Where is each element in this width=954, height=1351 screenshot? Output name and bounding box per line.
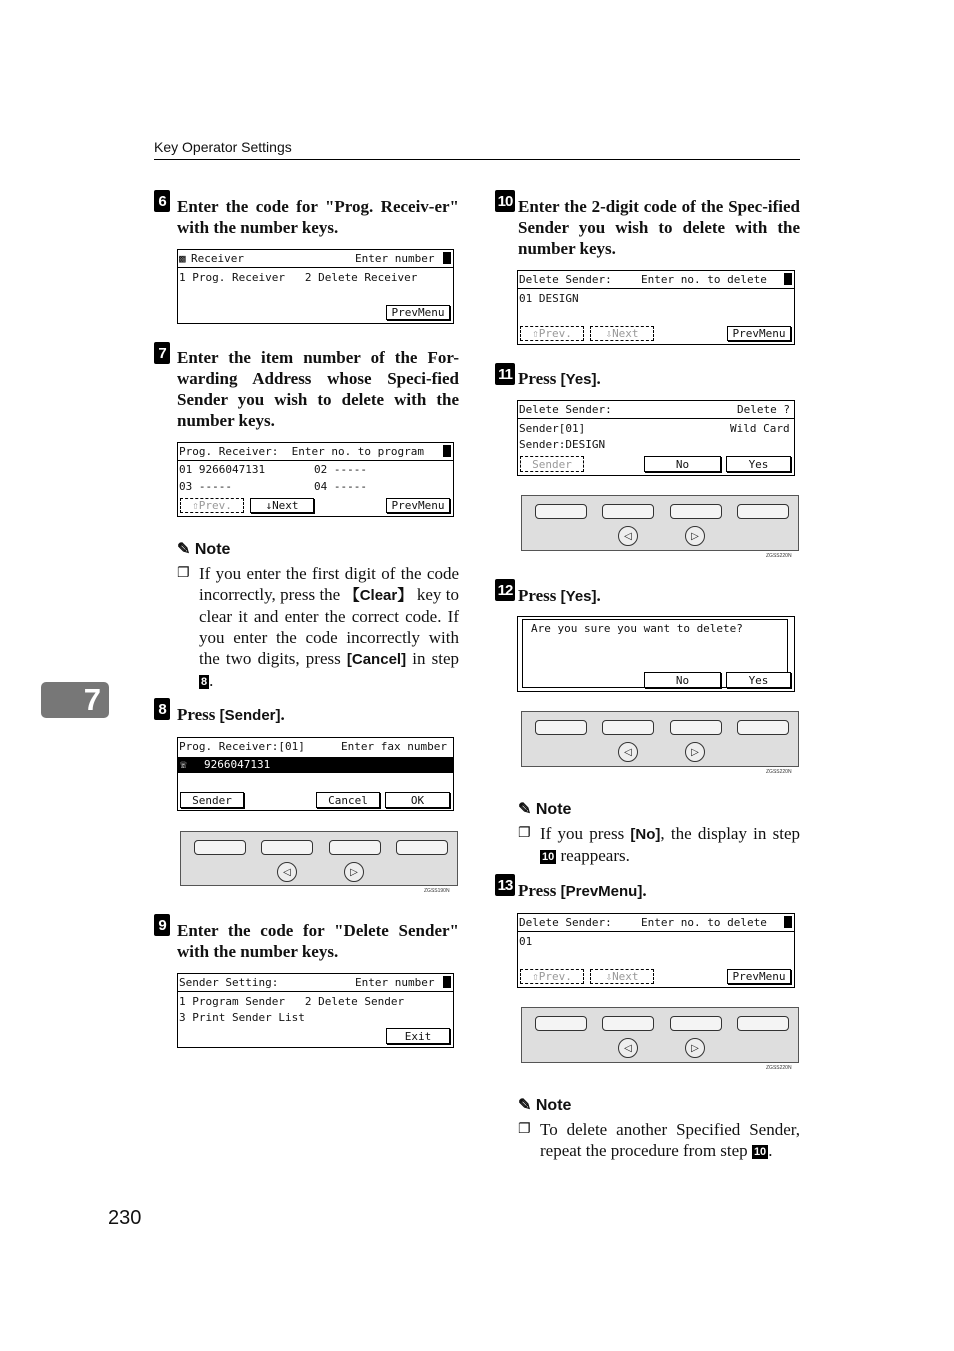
cursor-block <box>784 916 792 928</box>
step-11-text: Press [Yes]. <box>518 369 601 388</box>
lcd-step-11 <box>517 400 795 476</box>
left-arrow-icon[interactable]: ◁ <box>277 862 297 882</box>
lcd-13-prompt: Enter no. to delete <box>641 916 767 929</box>
left-arrow-icon[interactable]: ◁ <box>618 526 638 546</box>
pencil-icon: ✎ <box>177 541 191 558</box>
function-key-2[interactable] <box>602 504 654 519</box>
step-7-text: Enter the item number of the For-warding Address whose Speci-fied Sender you wish to delete with the number keys. <box>177 348 459 430</box>
step-12-text: Press [Yes]. <box>518 586 601 605</box>
lcd-13-entry: 01 <box>519 935 533 948</box>
step-12-number: 12 <box>495 579 515 601</box>
lcd-9-menu-1: 1 Program Sender 2 Delete Sender <box>179 995 405 1008</box>
step-6-text: Enter the code for "Prog. Receiv-er" with the number keys. <box>177 197 459 237</box>
lcd-7-item-02[interactable]: 02 ----- <box>314 463 367 476</box>
lcd-13-title: Delete Sender: <box>519 916 612 929</box>
up-arrow-icon: ⇧ <box>532 327 539 340</box>
lcd-11-wild-card: Wild Card <box>730 422 790 435</box>
lcd-step-6 <box>177 249 454 324</box>
figure-code: ZGSS220N <box>766 1065 792 1071</box>
next-button[interactable] <box>590 326 654 341</box>
control-panel-step-11 <box>521 495 799 551</box>
yes-button[interactable]: Yes <box>726 672 791 688</box>
right-arrow-icon[interactable]: ▷ <box>685 526 705 546</box>
down-arrow-icon: ⇩ <box>605 327 613 340</box>
function-key-3[interactable] <box>670 1016 722 1031</box>
lcd-step-8 <box>177 737 454 811</box>
exit-button[interactable]: Exit <box>386 1028 450 1044</box>
lcd-9-title: Sender Setting: <box>179 976 279 989</box>
step-9-number: 9 <box>154 914 170 936</box>
figure-code: ZGSS190N <box>424 888 450 894</box>
lcd-step-13 <box>517 913 795 988</box>
lcd-divider <box>518 288 794 289</box>
cursor-block <box>784 273 792 285</box>
yes-button[interactable]: Yes <box>726 456 791 472</box>
receiver-icon: ▩ <box>179 252 186 265</box>
prev-label: Prev. <box>198 499 232 512</box>
note-2-heading <box>518 799 571 819</box>
lcd-11-title: Delete Sender: <box>519 403 612 416</box>
function-key-2[interactable] <box>261 840 313 855</box>
note-2-body: If you press [No], the display in step 10 reappears. <box>540 824 800 865</box>
function-key-1[interactable] <box>535 720 587 735</box>
lcd-7-item-01[interactable]: 01 9266047131 <box>179 463 266 476</box>
control-panel-step-8 <box>180 831 458 886</box>
step-13-text: Press [PrevMenu]. <box>518 881 647 900</box>
prevmenu-button[interactable]: PrevMenu <box>386 305 450 320</box>
figure-code: ZGSS220N <box>766 769 792 775</box>
next-button[interactable] <box>250 498 314 513</box>
down-arrow-icon: ⇩ <box>605 970 613 983</box>
note-3-body: To delete another Specified Sender, repeat the procedure from step 10 . <box>540 1120 800 1160</box>
note-2-title: Note <box>535 801 572 818</box>
function-key-4[interactable] <box>737 720 789 735</box>
figure-code: ZGSS220N <box>766 553 792 559</box>
chapter-tab: 7 <box>41 682 109 718</box>
function-key-1[interactable] <box>535 504 587 519</box>
lcd-8-title: Prog. Receiver:[01] <box>179 740 305 753</box>
function-key-2[interactable] <box>602 1016 654 1031</box>
control-panel-step-13 <box>521 1007 799 1063</box>
step-9-text: Enter the code for "Delete Sender" with the number keys. <box>177 921 459 961</box>
pencil-icon: ✎ <box>518 801 532 818</box>
prevmenu-button[interactable]: PrevMenu <box>727 969 791 984</box>
down-arrow-icon: ↓ <box>265 499 273 512</box>
step-11-number: 11 <box>495 363 515 385</box>
checkbox-bullet-icon: ❐ <box>518 825 531 841</box>
lcd-6-prompt: Enter number <box>355 252 435 265</box>
no-button[interactable]: No <box>644 456 721 472</box>
step-8-text: Press [Sender]. <box>177 705 285 724</box>
note-3-title: Note <box>535 1097 572 1114</box>
step-13-number: 13 <box>495 874 515 896</box>
next-label: Next <box>272 499 299 512</box>
note-3-heading <box>518 1095 571 1115</box>
lcd-7-item-04[interactable]: 04 ----- <box>314 480 367 493</box>
note-1-body: If you enter the first digit of the code incorrectly, press the 【Clear】 key to clear it and enter the correct code. If you enter the code incorrectly with the two digits, press [Cancel] in step 8 . <box>199 564 460 690</box>
running-header: Key Operator Settings <box>154 139 292 155</box>
function-key-1[interactable] <box>535 1016 587 1031</box>
lcd-11-sender-name: Sender:DESIGN <box>519 438 606 451</box>
lcd-10-prompt: Enter no. to delete <box>641 273 767 286</box>
pencil-icon: ✎ <box>518 1097 532 1114</box>
left-arrow-icon[interactable]: ◁ <box>618 742 638 762</box>
lcd-7-item-03[interactable]: 03 ----- <box>179 480 232 493</box>
sender-button[interactable]: Sender <box>520 456 584 472</box>
prev-button[interactable] <box>180 498 244 513</box>
step-10-number: 10 <box>495 190 515 212</box>
lcd-step-10 <box>517 270 795 345</box>
checkbox-bullet-icon: ❐ <box>177 565 190 581</box>
lcd-divider <box>178 460 453 461</box>
prev-label: Prev. <box>538 327 572 340</box>
lcd-7-title: Prog. Receiver: Enter no. to program <box>179 445 425 458</box>
cursor-block <box>443 445 451 457</box>
function-key-3[interactable] <box>670 720 722 735</box>
no-button[interactable]: No <box>644 672 721 688</box>
function-key-4[interactable] <box>737 504 789 519</box>
cancel-button[interactable]: Cancel <box>316 792 380 808</box>
right-arrow-icon[interactable]: ▷ <box>685 742 705 762</box>
lcd-10-entry: 01 DESIGN <box>519 292 579 305</box>
lcd-divider <box>178 991 453 992</box>
lcd-10-title: Delete Sender: <box>519 273 612 286</box>
confirm-message: Are you sure you want to delete? <box>531 622 743 635</box>
lcd-step-9 <box>177 973 454 1048</box>
left-arrow-icon[interactable]: ◁ <box>618 1038 638 1058</box>
lcd-11-prompt: Delete ? <box>737 403 790 416</box>
phone-icon: ☏ <box>180 758 187 771</box>
page-number: 230 <box>108 1207 142 1229</box>
up-arrow-icon: ⇧ <box>192 499 199 512</box>
lcd-divider <box>178 267 453 268</box>
next-button[interactable] <box>590 969 654 984</box>
fax-number-row <box>178 757 453 773</box>
prev-button[interactable] <box>520 326 584 341</box>
lcd-9-menu-2: 3 Print Sender List <box>179 1011 305 1024</box>
function-key-4[interactable] <box>396 840 448 855</box>
cursor-block <box>443 976 451 988</box>
right-arrow-icon[interactable]: ▷ <box>685 1038 705 1058</box>
lcd-6-menu: 1 Prog. Receiver 2 Delete Receiver <box>179 271 418 284</box>
lcd-divider <box>518 931 794 932</box>
function-key-4[interactable] <box>737 1016 789 1031</box>
step-6-number: 6 <box>154 190 170 212</box>
sender-button[interactable]: Sender <box>180 792 244 808</box>
cursor-block <box>443 252 451 264</box>
prev-button[interactable] <box>520 969 584 984</box>
step-7-number: 7 <box>154 342 170 364</box>
note-1-heading <box>177 539 230 559</box>
lcd-9-prompt: Enter number <box>355 976 435 989</box>
control-panel-step-12 <box>521 711 799 767</box>
function-key-3[interactable] <box>329 840 381 855</box>
checkbox-bullet-icon: ❐ <box>518 1121 531 1137</box>
prev-label: Prev. <box>538 970 572 983</box>
next-label: Next <box>612 970 639 983</box>
fax-number-value: 9266047131 <box>204 758 271 771</box>
step-8-number: 8 <box>154 698 170 720</box>
next-label: Next <box>612 327 639 340</box>
ok-button[interactable]: OK <box>385 792 450 808</box>
up-arrow-icon: ⇧ <box>532 970 539 983</box>
lcd-divider <box>518 418 794 419</box>
lcd-6-title: Receiver <box>191 252 244 265</box>
prevmenu-button[interactable]: PrevMenu <box>727 326 791 341</box>
lcd-8-prompt: Enter fax number <box>341 740 447 753</box>
step-10-text: Enter the 2-digit code of the Spec-ified Sender you wish to delete with the number keys. <box>518 197 800 258</box>
lcd-step-7 <box>177 442 454 517</box>
lcd-11-sender-no: Sender[01] <box>519 422 586 435</box>
function-key-1[interactable] <box>194 840 246 855</box>
header-rule <box>154 159 800 160</box>
function-key-2[interactable] <box>602 720 654 735</box>
prevmenu-button[interactable]: PrevMenu <box>386 498 450 513</box>
note-1-title: Note <box>194 541 231 558</box>
right-arrow-icon[interactable]: ▷ <box>344 862 364 882</box>
function-key-3[interactable] <box>670 504 722 519</box>
lcd-step-12 <box>517 616 795 692</box>
